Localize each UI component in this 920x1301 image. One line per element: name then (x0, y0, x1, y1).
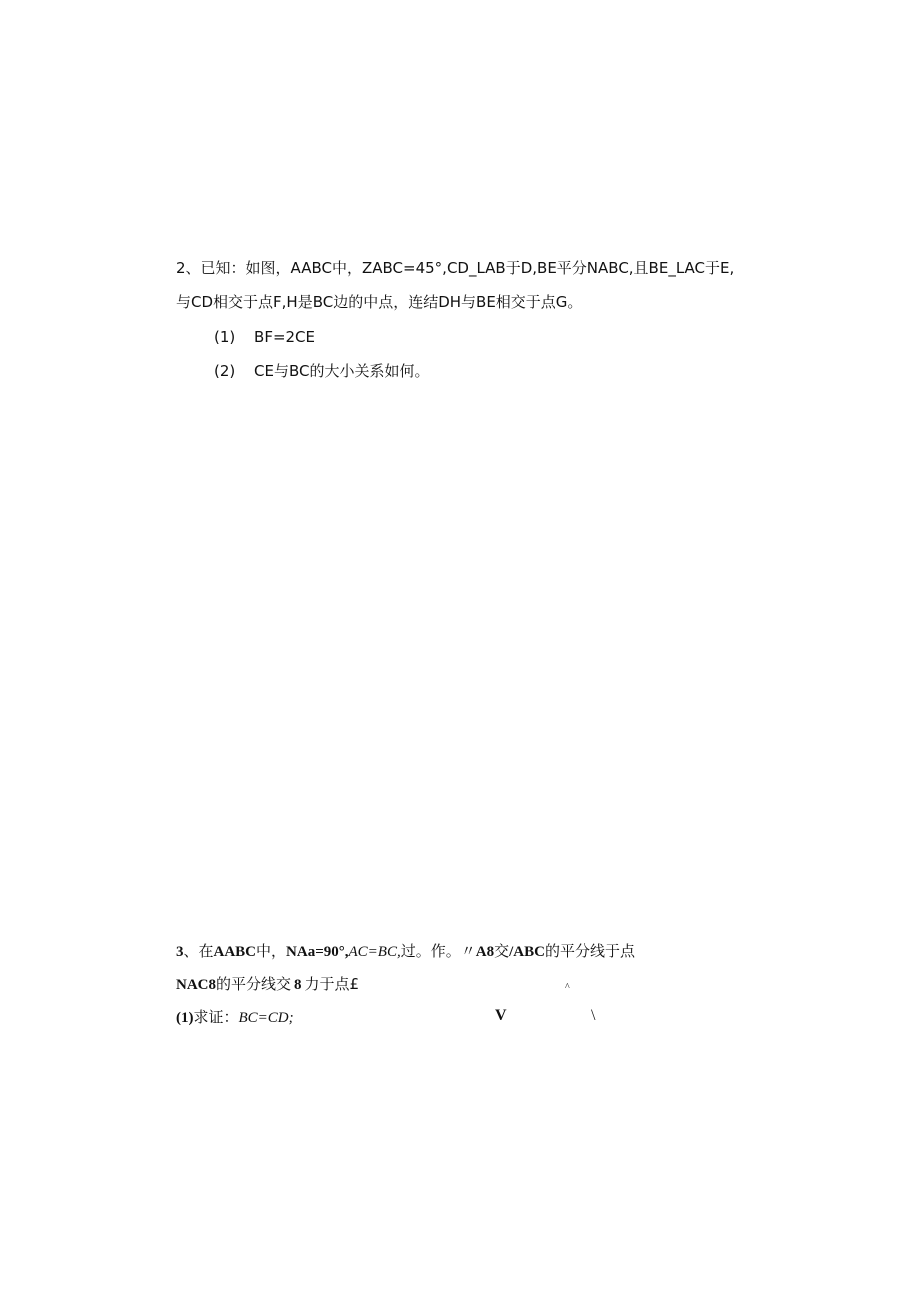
problem-2-line-2: 与CD相交于点F,H是BC边的中点，连结DH与BE相交于点G。 (176, 293, 583, 311)
angle-label: /ABC (509, 944, 545, 960)
item-2-text: CE与BC的大小关系如何。 (254, 362, 430, 380)
stray-backslash-mark: \ (591, 1007, 596, 1024)
problem-3-line-3 (176, 1007, 294, 1028)
angle-label-2: NAC8 (176, 977, 216, 993)
sub-question-number: (1) (176, 1010, 194, 1026)
item-1-text: BF=2CE (254, 328, 316, 346)
text-zai: 、在 (183, 942, 214, 960)
problem-3-line-2 (176, 974, 359, 995)
text-bisector: 的平分线于点 (544, 942, 635, 960)
angle-condition: NAa=90°, (286, 944, 349, 960)
text-point: 力于点£ (304, 975, 360, 993)
digit-label: 8 (294, 977, 302, 993)
stray-caret-mark: ^ (565, 982, 570, 993)
text-prove: 求证： (193, 1008, 239, 1026)
triangle-label: AABC (213, 944, 257, 960)
text-zhong: 中， (256, 942, 287, 960)
prove-statement: BC=CD; (238, 1010, 294, 1026)
stray-v-mark: V (495, 1007, 507, 1024)
problem-2-item-2 (214, 361, 429, 381)
problem-2-line-1: 2、已知：如图，AABC中，ZABC=45°,CD_LAB于D,BE平分NABC,且BE_LAC于E, (176, 259, 735, 277)
problem-3-line-1 (176, 941, 635, 962)
problem-2-item-1 (214, 327, 315, 347)
side-condition: AC=BC, (348, 944, 401, 960)
problem-3-number: 3 (176, 944, 184, 960)
segment-label: A8 (475, 944, 495, 960)
text-bisector-2: 的平分线交 (216, 975, 292, 993)
text-jiao: 交 (494, 942, 510, 960)
item-1-number: (1) (214, 328, 236, 346)
item-2-number: (2) (214, 362, 236, 380)
text-guo: 过。作。〃 (400, 942, 476, 960)
